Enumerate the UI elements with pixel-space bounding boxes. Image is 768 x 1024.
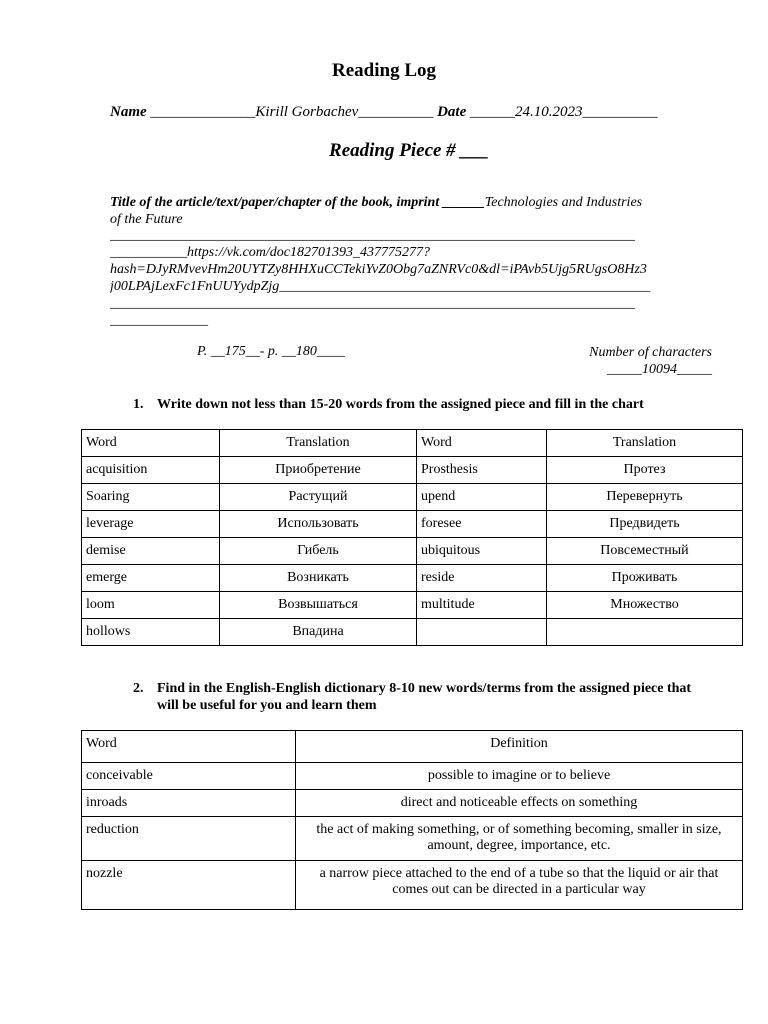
table-row (82, 790, 743, 817)
article-line: ___________https://vk.com/doc182701393_437775277? (110, 245, 431, 260)
word-cell: leverage (82, 511, 220, 538)
word-cell: reside (417, 565, 547, 592)
date-value: ______24.10.2023__________ (470, 104, 658, 120)
table-header-row (82, 430, 743, 457)
page-title: Reading Log (332, 60, 436, 81)
reading-piece-heading: Reading Piece # ___ (329, 140, 489, 161)
column-header: Word (82, 731, 296, 763)
table-row (82, 592, 743, 619)
table-row (82, 511, 743, 538)
table-row (82, 538, 743, 565)
word-cell (417, 619, 547, 646)
word-cell: ubiquitous (417, 538, 547, 565)
task-2-number: 2. (133, 681, 144, 696)
translation-cell: Гибель (220, 538, 417, 565)
column-header: Definition (296, 731, 743, 763)
name-date-line (110, 104, 658, 121)
words-table (81, 429, 743, 646)
table-row (82, 861, 743, 910)
task-1-number: 1. (133, 397, 144, 412)
definition-cell: the act of making something, or of something becoming, smaller in size, amount, degree, importance, etc. (296, 817, 743, 861)
translation-cell: Повсеместный (547, 538, 743, 565)
translation-cell: Растущий (220, 484, 417, 511)
word-cell: acquisition (82, 457, 220, 484)
definition-cell: a narrow piece attached to the end of a tube so that the liquid or air that comes out can be directed in a particular way (296, 861, 743, 910)
table-row (82, 619, 743, 646)
column-header: Translation (220, 430, 417, 457)
chars-label: Number of characters (589, 345, 712, 360)
translation-cell: Проживать (547, 565, 743, 592)
translation-cell: Предвидеть (547, 511, 743, 538)
word-cell: upend (417, 484, 547, 511)
word-cell: emerge (82, 565, 220, 592)
table-row (82, 817, 743, 861)
article-line: ___________________________________________________________________________ (110, 228, 635, 243)
name-value: ______________Kirill Gorbachev__________ (150, 104, 434, 120)
word-cell: Soaring (82, 484, 220, 511)
word-cell: demise (82, 538, 220, 565)
table-row (82, 763, 743, 790)
name-label: Name (110, 104, 147, 120)
article-label: Title of the article/text/paper/chapter of the book, imprint ______ (110, 195, 485, 210)
translation-cell: Протез (547, 457, 743, 484)
character-count (589, 344, 712, 378)
translation-cell: Возникать (220, 565, 417, 592)
date-label: Date (437, 104, 467, 120)
word-cell: nozzle (82, 861, 296, 910)
word-cell: loom (82, 592, 220, 619)
word-cell: Prosthesis (417, 457, 547, 484)
definition-cell: direct and noticeable effects on something (296, 790, 743, 817)
definition-cell: possible to imagine or to believe (296, 763, 743, 790)
word-cell: foresee (417, 511, 547, 538)
column-header: Word (82, 430, 220, 457)
translation-cell: Приобретение (220, 457, 417, 484)
article-line: j00LPAjLexFc1FnUUYydpZjg_____________________________________________________ (110, 279, 651, 294)
table-row (82, 565, 743, 592)
article-line: ___________________________________________________________________________ (110, 296, 635, 311)
column-header: Translation (547, 430, 743, 457)
word-cell: inroads (82, 790, 296, 817)
column-header: Word (417, 430, 547, 457)
translation-cell: Использовать (220, 511, 417, 538)
translation-cell (547, 619, 743, 646)
table-header-row (82, 731, 743, 763)
article-block (110, 194, 710, 329)
table-row (82, 484, 743, 511)
article-line: hash=DJyRMvevHm20UYTZy8HHXuCCTekiYvZ0Obg7aZNRVc0&dl=iPAvb5Ujg5RUgsO8Hz3 (110, 262, 647, 277)
translation-cell: Множество (547, 592, 743, 619)
translation-cell: Впадина (220, 619, 417, 646)
page-range: P. __175__- p. __180____ (197, 344, 345, 359)
article-title-line (110, 194, 710, 211)
translation-cell: Перевернуть (547, 484, 743, 511)
definitions-table (81, 730, 743, 910)
word-cell: reduction (82, 817, 296, 861)
word-cell: multitude (417, 592, 547, 619)
article-title-end: of the Future (110, 212, 183, 227)
task-1-text: Write down not less than 15-20 words from the assigned piece and fill in the chart (157, 397, 644, 412)
translation-cell: Возвышаться (220, 592, 417, 619)
table-row (82, 457, 743, 484)
word-cell: conceivable (82, 763, 296, 790)
chars-value: _____10094_____ (607, 362, 712, 377)
word-cell: hollows (82, 619, 220, 646)
article-title-start: Technologies and Industries (484, 195, 643, 210)
task-2-text: Find in the English-English dictionary 8-10 new words/terms from the assigned piece that will be useful for you and learn them (157, 681, 692, 713)
article-line: ______________ (110, 313, 208, 328)
